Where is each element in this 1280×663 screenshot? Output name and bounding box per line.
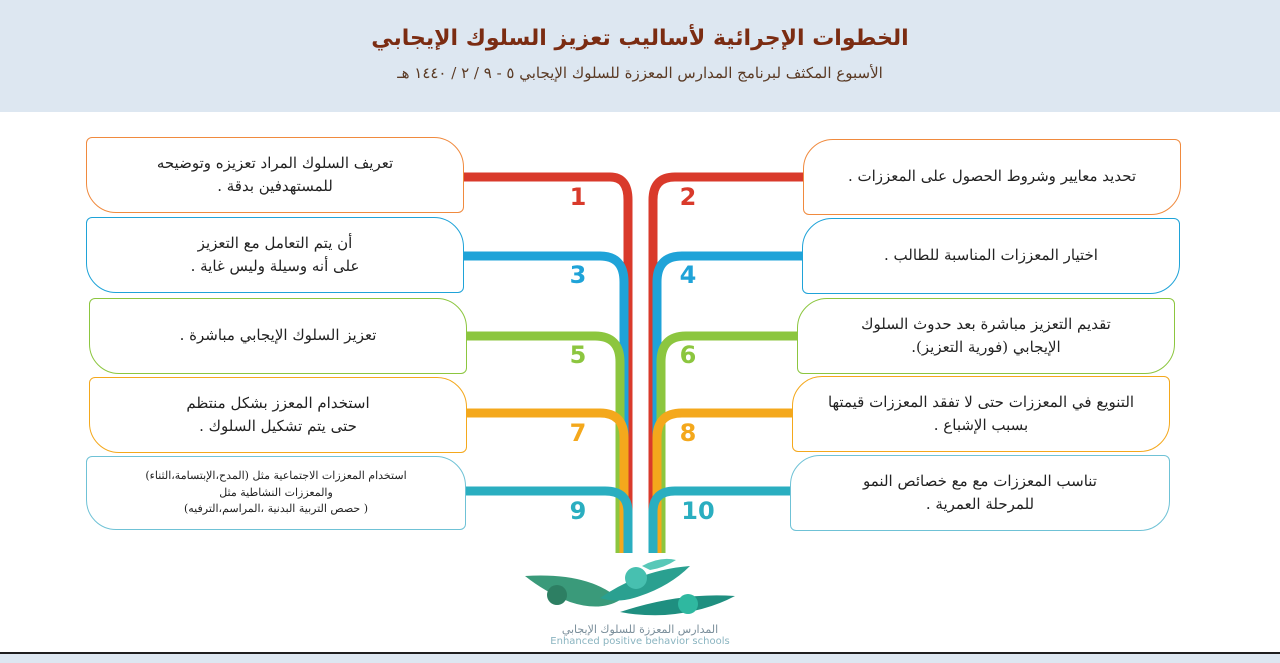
- logo-caption: [490, 624, 790, 647]
- step-text-8: التنويع في المعززات حتى لا تفقد المعززات قيمتها بسبب الإشباع .: [827, 392, 1135, 434]
- step-number-9: 9: [569, 497, 587, 525]
- step-text-4: اختيار المعززات المناسبة للطالب .: [884, 246, 1098, 265]
- step-box-6: [797, 298, 1175, 374]
- step-number-7: 7: [569, 419, 587, 447]
- branch-1: [463, 177, 628, 553]
- page-title: الخطوات الإجرائية لأساليب تعزيز السلوك الإيجابي: [371, 26, 909, 51]
- step-text-3: أن يتم التعامل مع التعزيز على أنه وسيلة وليس غاية .: [190, 233, 360, 275]
- step-box-9: [86, 456, 466, 530]
- logo-english-text: Enhanced positive behavior schools: [550, 636, 730, 648]
- step-text-1: تعريف السلوك المراد تعزيزه وتوضيحه للمستهدفين بدقة .: [156, 153, 394, 195]
- step-text-10: تناسب المعززات مع مع خصائص النمو للمرحلة العمرية .: [863, 471, 1097, 513]
- step-number-5: 5: [569, 341, 587, 369]
- step-box-2: [803, 139, 1181, 215]
- branch-7: [466, 413, 624, 553]
- step-box-1: [86, 137, 464, 213]
- branch-3: [463, 256, 624, 553]
- step-number-2: 2: [679, 183, 697, 211]
- step-text-9: استخدام المعززات الاجتماعية مثل (المدح،الإبتسامة،الثناء) والمعززات النشاطية مثل ( حصص التربية البدنية ،المراسم،الترفيه): [145, 469, 407, 516]
- logo-arabic-text: المدارس المعززة للسلوك الإيجابي: [561, 623, 719, 636]
- step-box-5: [89, 298, 467, 374]
- step-number-10: 10: [681, 497, 715, 525]
- step-text-2: تحديد معايير وشروط الحصول على المعززات .: [847, 167, 1137, 186]
- step-number-4: 4: [679, 261, 697, 289]
- logo-graphic: [525, 559, 735, 615]
- page-subtitle: الأسبوع المكثف لبرنامج المدارس المعززة للسلوك الإيجابي ٥ - ٩ / ٢ / ١٤٤٠ هـ: [397, 64, 883, 82]
- branch-9: [466, 491, 628, 553]
- step-text-7: استخدام المعزز بشكل منتظم حتى يتم تشكيل السلوك .: [186, 393, 370, 435]
- step-number-1: 1: [569, 183, 587, 211]
- step-box-4: [802, 218, 1180, 294]
- step-box-7: [89, 377, 467, 453]
- step-number-6: 6: [679, 341, 697, 369]
- step-text-5: تعزيز السلوك الإيجابي مباشرة .: [179, 326, 377, 345]
- branch-10: [653, 491, 790, 553]
- tree-trunk: [463, 177, 806, 553]
- step-number-3: 3: [569, 261, 587, 289]
- step-number-8: 8: [679, 419, 697, 447]
- step-text-6: تقديم التعزيز مباشرة بعد حدوث السلوك الإيجابي (فورية التعزيز).: [861, 314, 1111, 356]
- footer-bar: [0, 652, 1280, 663]
- step-box-10: [790, 455, 1170, 531]
- step-box-3: [86, 217, 464, 293]
- step-box-8: [792, 376, 1170, 452]
